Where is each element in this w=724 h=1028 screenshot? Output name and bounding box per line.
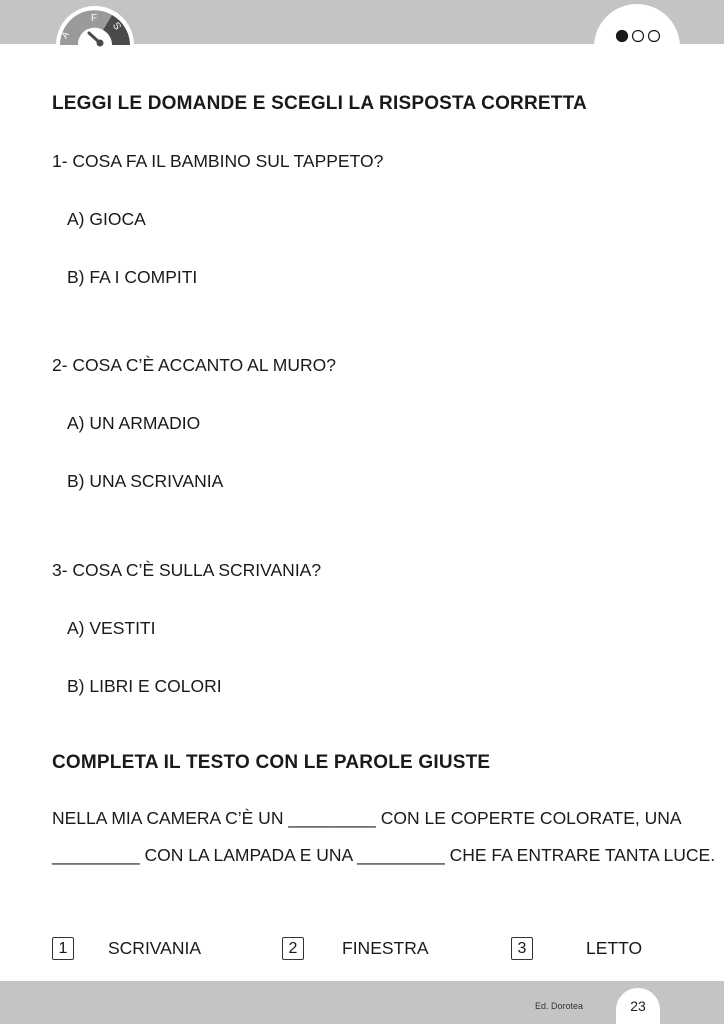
section-heading-questions: LEGGI LE DOMANDE E SCEGLI LA RISPOSTA CORRETTA — [52, 93, 587, 114]
gauge-letter-a: A — [59, 29, 72, 41]
progress-dots — [615, 29, 665, 43]
word-number-box: 3 — [511, 937, 533, 960]
gauge-letter-s: S — [109, 20, 123, 33]
gauge-letter-f: F — [91, 13, 98, 24]
question-3: 3- COSA C’È SULLA SCRIVANIA? — [52, 560, 322, 580]
question-1-option-b: B) FA I COMPITI — [67, 267, 198, 287]
question-2-option-b: B) UNA SCRIVANIA — [67, 471, 224, 491]
fill-text-line-1: NELLA MIA CAMERA C’È UN _________ CON LE COPERTE COLORATE, UNA — [52, 808, 682, 828]
question-1: 1- COSA FA IL BAMBINO SUL TAPPETO? — [52, 151, 384, 171]
word-label: FINESTRA — [342, 938, 429, 958]
page-number: 23 — [630, 998, 646, 1014]
question-3-option-a: A) VESTITI — [67, 618, 156, 638]
word-label: SCRIVANIA — [108, 938, 202, 958]
word-number-box: 2 — [282, 937, 304, 960]
progress-dot — [617, 31, 628, 42]
question-2-option-a: A) UN ARMADIO — [67, 413, 201, 433]
publisher-name: Ed. Dorotea — [535, 1001, 584, 1011]
section-heading-complete: COMPLETA IL TESTO CON LE PAROLE GIUSTE — [52, 752, 491, 773]
speedometer-icon — [52, 2, 138, 48]
word-label: LETTO — [586, 938, 643, 958]
fill-text-line-2: _________ CON LA LAMPADA E UNA _________ CHE FA ENTRARE TANTA LUCE. — [52, 845, 716, 865]
progress-dot — [649, 31, 660, 42]
question-1-option-a: A) GIOCA — [67, 209, 146, 229]
question-2: 2- COSA C’È ACCANTO AL MURO? — [52, 355, 336, 375]
word-number-box: 1 — [52, 937, 74, 960]
question-3-option-b: B) LIBRI E COLORI — [67, 676, 222, 696]
progress-dot — [633, 31, 644, 42]
